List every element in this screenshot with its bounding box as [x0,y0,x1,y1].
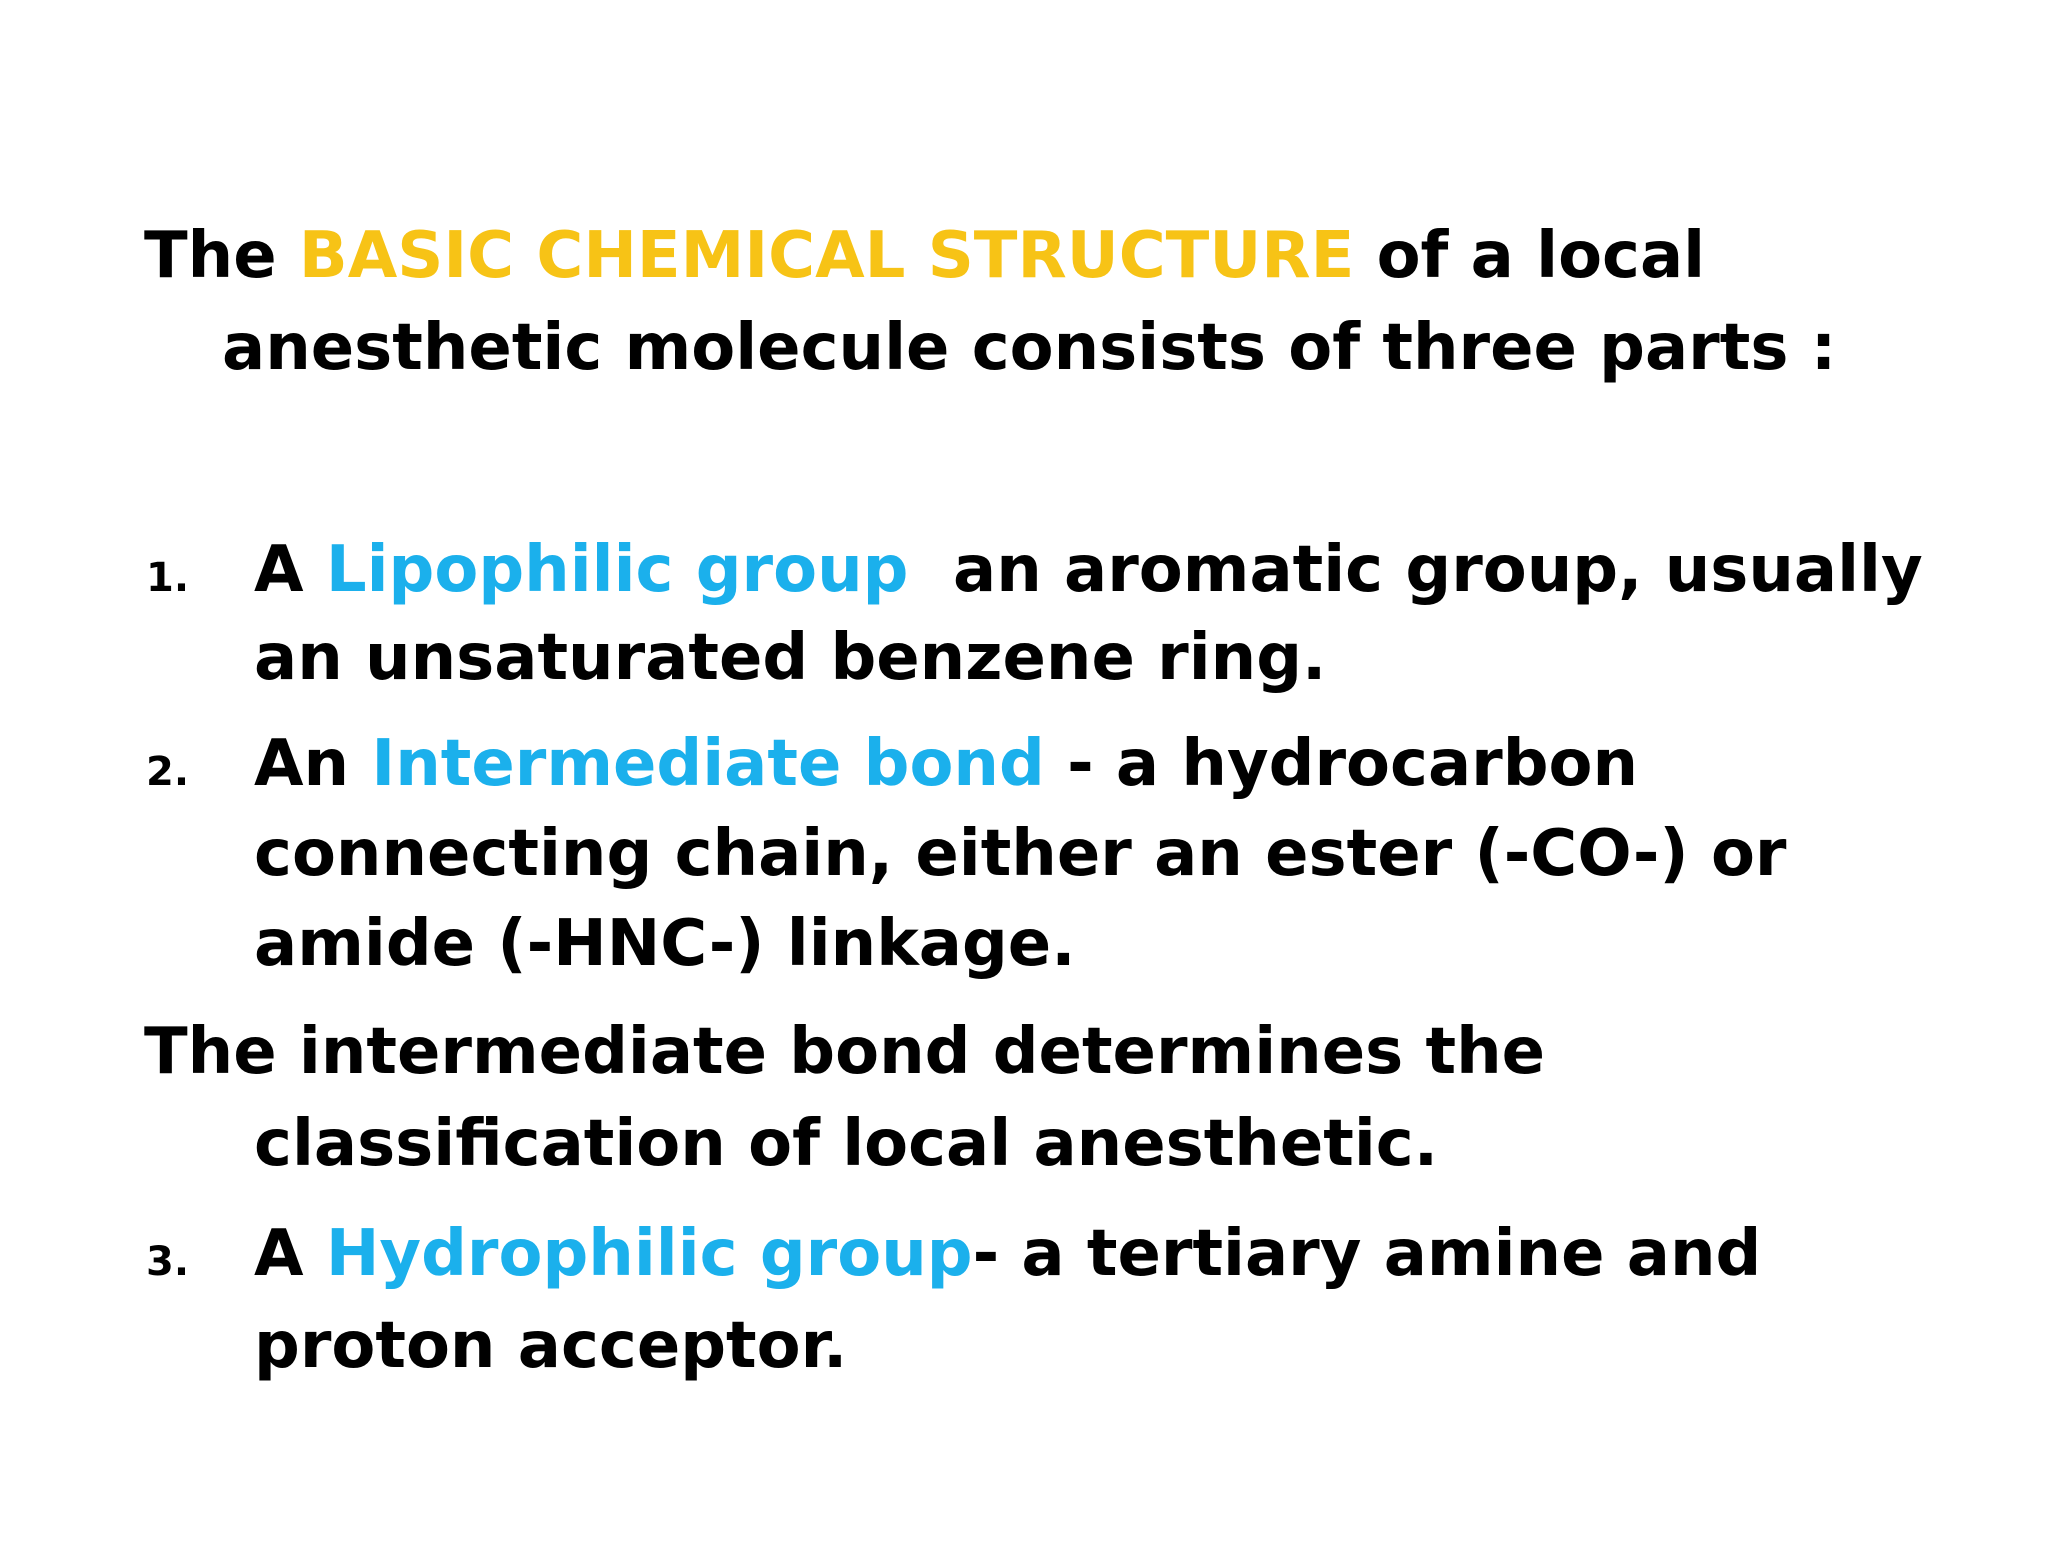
list-item-3-line-1 [254,1208,1761,1300]
item-1-post: an aromatic group, usually [908,533,1923,607]
item-2-highlight: Intermediate bond [371,727,1045,801]
item-1-pre: A [254,533,326,607]
list-item-1-line-1 [254,524,1923,616]
item-3-highlight: Hydrophilic group [325,1217,973,1291]
item-1-highlight: Lipophilic group [325,533,909,607]
list-number-2: 2. [146,749,190,795]
list-number-3: 3. [146,1239,190,1285]
item-3-pre: A [254,1217,326,1291]
note-line-1: The intermediate bond determines the [144,1015,1546,1089]
note-line-2: classification of local anesthetic. [254,1107,1439,1181]
list-item-2-line-1 [254,718,1638,810]
list-number-1: 1. [146,555,190,601]
intro-highlight: BASIC CHEMICAL STRUCTURE [298,219,1355,293]
intro-line-1 [144,210,1705,302]
list-item-1-line-2: an unsaturated benzene ring. [254,621,1327,695]
intro-text-pre: The [144,219,299,293]
list-item-2-line-3: amide (-HNC-) linkage. [254,907,1076,981]
intro-text-post: of a local [1354,219,1706,293]
list-item-3-line-2: proton acceptor. [254,1309,848,1383]
intro-line-2: anesthetic molecule consists of three parts : [222,311,1837,385]
list-item-2-line-2: connecting chain, either an ester (-CO-) or [254,817,1787,891]
item-3-post: - a tertiary amine and [972,1217,1762,1291]
item-2-pre: An [254,727,372,801]
item-2-post: - a hydrocarbon [1044,727,1639,801]
